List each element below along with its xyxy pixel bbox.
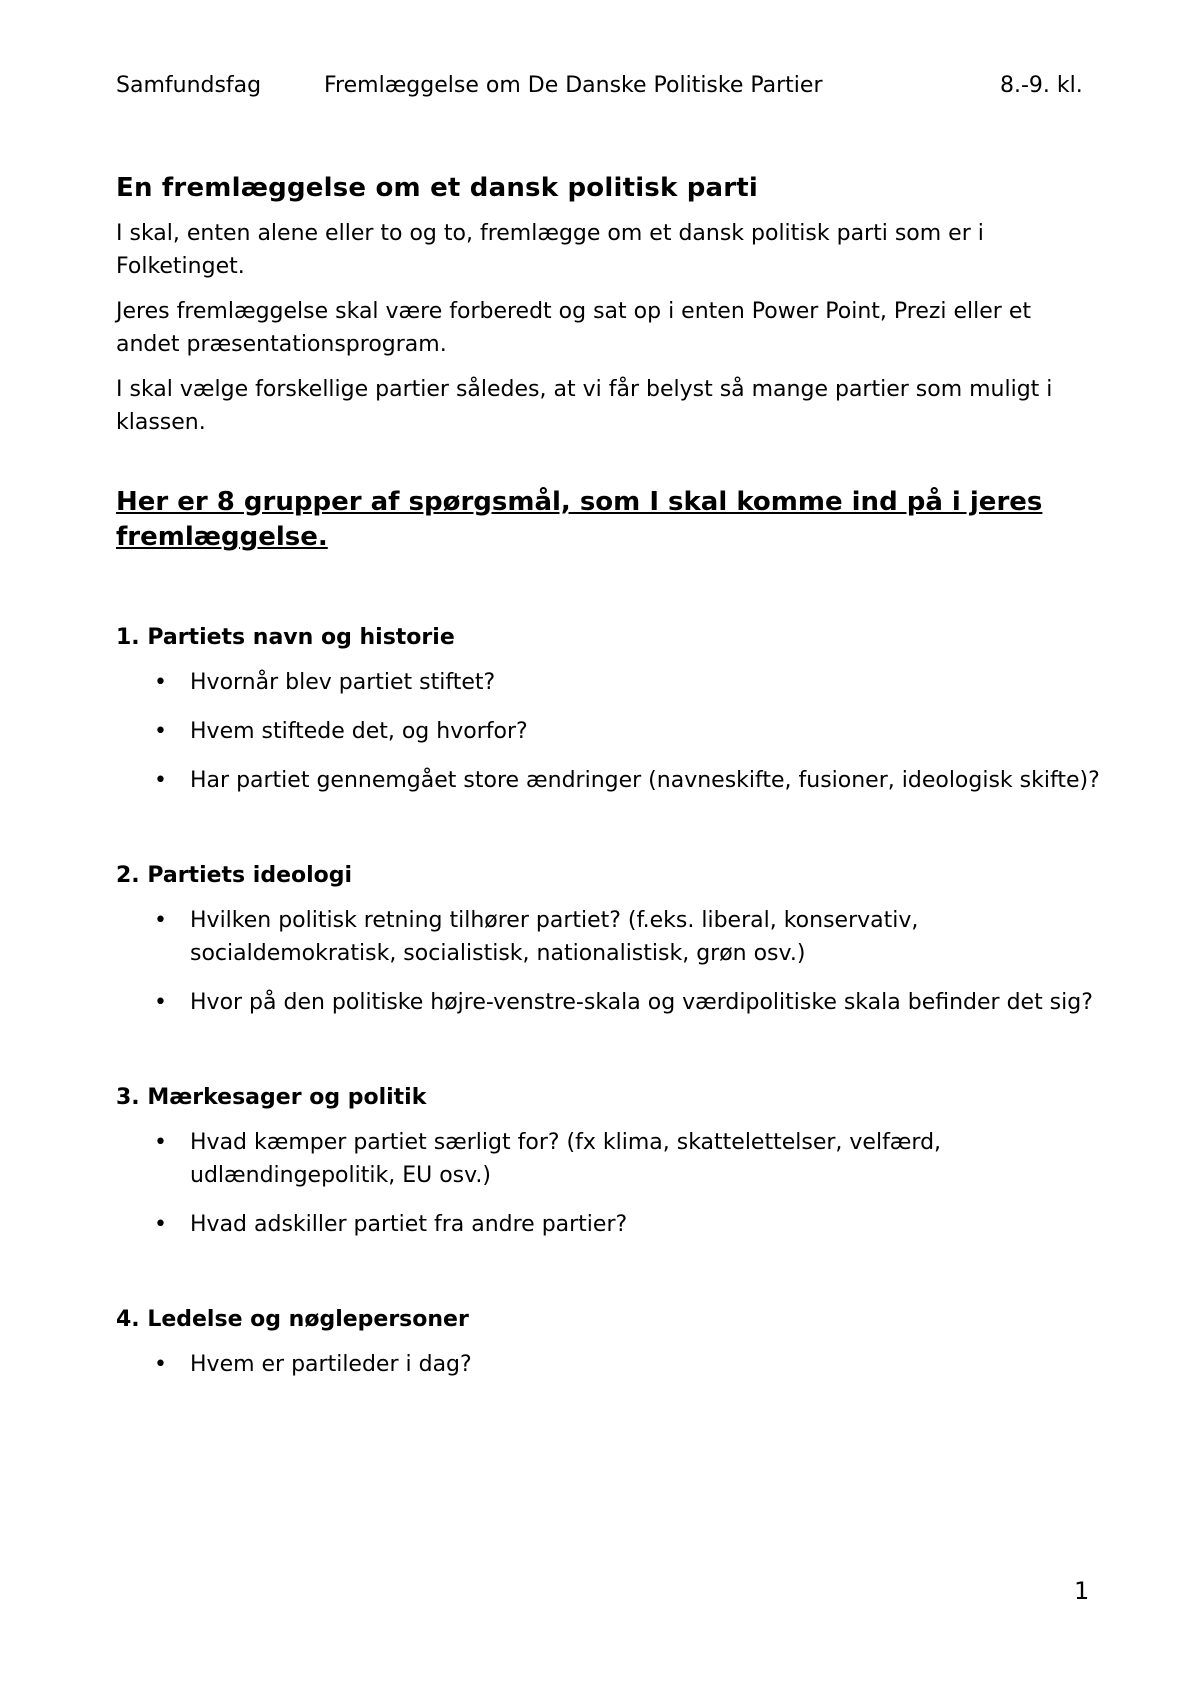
bullet-icon: • (154, 990, 167, 1015)
bullet-icon: • (154, 1212, 167, 1237)
list-item-text: Hvem er partileder i dag? (190, 1352, 472, 1377)
list-item-text: Har partiet gennemgået store ændringer (navneskifte, fusioner, ideologisk skifte)? (190, 768, 1100, 793)
group-title: 1. Partiets navn og historie (116, 625, 455, 650)
list-item (116, 764, 1101, 797)
list-item-text: Hvor på den politiske højre-venstre-skala og værdipolitiske skala befinder det sig? (190, 990, 1093, 1015)
paragraph: I skal vælge forskellige partier således, at vi får belyst så mange partier som muligt i klassen. (116, 377, 1053, 435)
list-item-text: Hvad adskiller partiet fra andre partier? (190, 1212, 628, 1237)
list-item (116, 986, 1101, 1019)
group-title: 2. Partiets ideologi (116, 863, 353, 888)
bullet-list (116, 666, 1101, 797)
list-item-text: Hvad kæmper partiet særligt for? (fx klima, skattelettelser, velfærd, udlændingepolitik, EU osv.) (190, 1130, 942, 1188)
question-group-4 (116, 1305, 1101, 1381)
bullet-icon: • (154, 1130, 167, 1155)
header-title: Fremlæggelse om De Danske Politiske Partier (324, 73, 823, 98)
bullet-icon: • (154, 670, 167, 695)
section-intro-heading: Her er 8 grupper af spørgsmål, som I skal komme ind på i jeres fremlæggelse. (116, 487, 1043, 552)
main-title: En fremlæggelse om et dansk politisk parti (116, 173, 759, 203)
paragraph: I skal, enten alene eller to og to, fremlægge om et dansk politisk parti som er i Folketinget. (116, 221, 984, 279)
bullet-icon: • (154, 908, 167, 933)
list-item-text: Hvilken politisk retning tilhører partiet? (f.eks. liberal, konservativ, socialdemokratisk, socialistisk, nationalistisk, grøn osv.) (190, 908, 919, 966)
list-item (116, 666, 1101, 699)
list-item-text: Hvem stiftede det, og hvorfor? (190, 719, 528, 744)
bullet-icon: • (154, 1352, 167, 1377)
paragraph: Jeres fremlæggelse skal være forberedt og sat op i enten Power Point, Prezi eller et andet præsentationsprogram. (116, 299, 1031, 357)
list-item (116, 1348, 1101, 1381)
bullet-icon: • (154, 719, 167, 744)
header-grade: 8.-9. kl. (1000, 73, 1083, 98)
question-group-3 (116, 1083, 1101, 1241)
bullet-list (116, 904, 1101, 1019)
group-title: 4. Ledelse og nøglepersoner (116, 1307, 469, 1332)
page-number: 1 (1074, 1577, 1090, 1605)
question-group-2 (116, 861, 1101, 1019)
group-title: 3. Mærkesager og politik (116, 1085, 427, 1110)
list-item (116, 1126, 1101, 1192)
list-item-text: Hvornår blev partiet stiftet? (190, 670, 496, 695)
bullet-list (116, 1126, 1101, 1241)
question-group-1 (116, 623, 1101, 797)
bullet-icon: • (154, 768, 167, 793)
list-item (116, 715, 1101, 748)
document-body (116, 171, 1101, 1397)
header-subject: Samfundsfag (116, 73, 262, 98)
bullet-list (116, 1348, 1101, 1381)
list-item (116, 1208, 1101, 1241)
list-item (116, 904, 1101, 970)
